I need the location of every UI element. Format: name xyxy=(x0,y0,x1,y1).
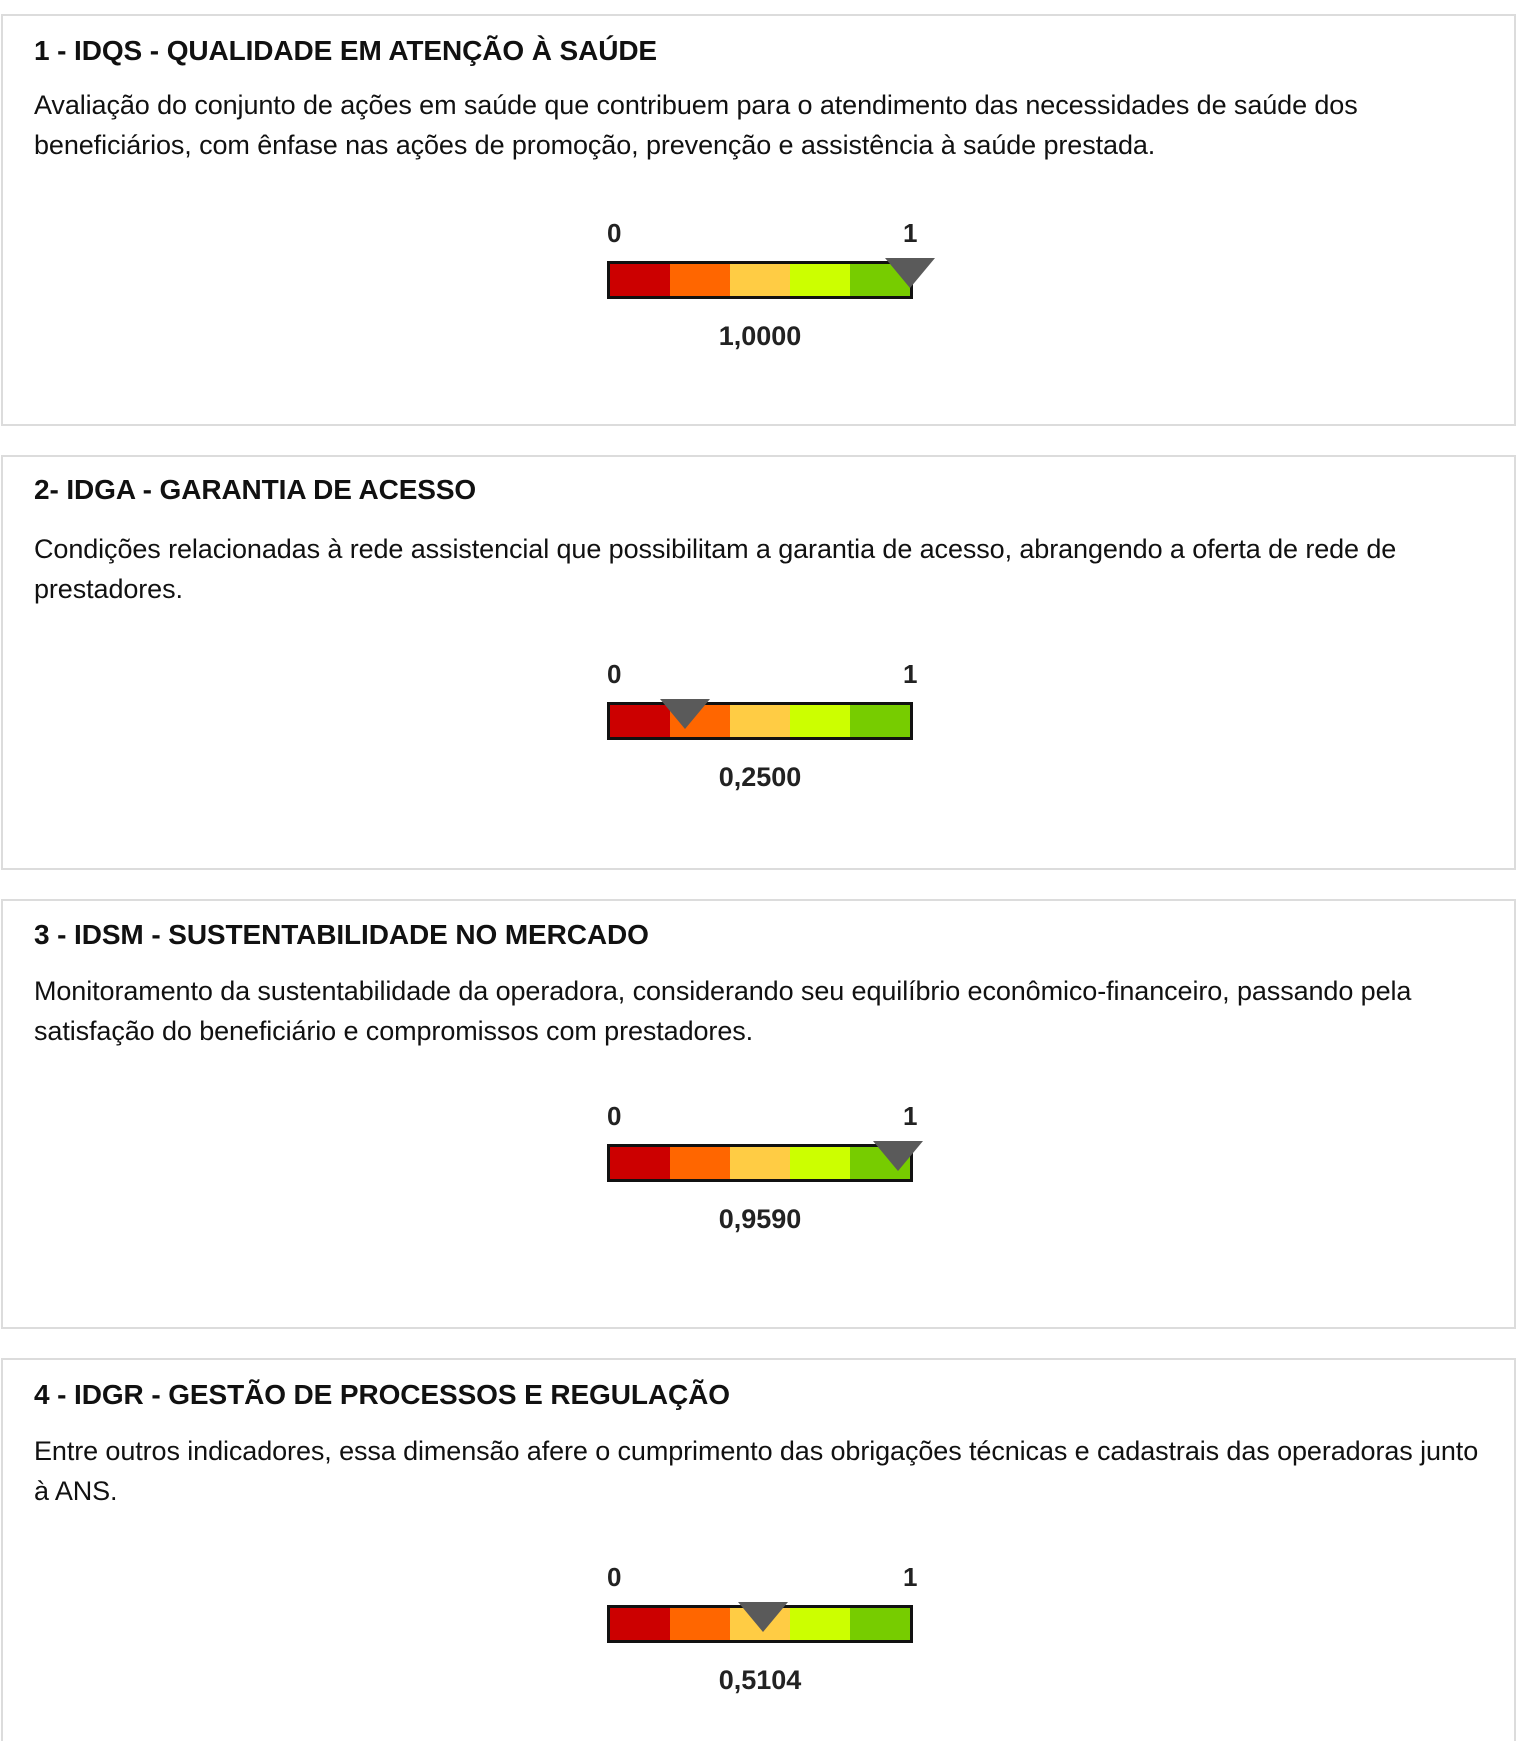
indicator-description: Entre outros indicadores, essa dimensão afere o cumprimento das obrigações técnicas e cadastrais das operadoras junto à ANS. xyxy=(34,1436,1479,1506)
gauge-min-label: 0 xyxy=(607,1562,622,1592)
gauge-segment-orange xyxy=(670,264,730,296)
indicator-gauge xyxy=(607,218,919,368)
indicator-description: Condições relacionadas à rede assistencial que possibilitam a garantia de acesso, abrangendo a oferta de rede de prestadores. xyxy=(34,534,1397,604)
gauge-min-label: 0 xyxy=(607,659,622,689)
indicator-card-idgr xyxy=(1,1358,1516,1741)
gauge-pointer-icon xyxy=(738,1602,788,1632)
gauge-segment-yellow xyxy=(730,264,790,296)
indicator-title: 1 - IDQS - QUALIDADE EM ATENÇÃO À SAÚDE xyxy=(34,35,658,66)
gauge-segment-red xyxy=(610,1147,670,1179)
gauge-segment-orange xyxy=(670,1147,730,1179)
indicator-description: Avaliação do conjunto de ações em saúde que contribuem para o atendimento das necessidades de saúde dos beneficiários, com ênfase nas ações de promoção, prevenção e assistência à saúde prestada. xyxy=(34,90,1358,160)
gauge-segment-lime xyxy=(790,705,850,737)
indicator-title: 3 - IDSM - SUSTENTABILIDADE NO MERCADO xyxy=(34,919,649,950)
gauge-max-label: 1 xyxy=(903,1101,918,1131)
gauge-color-bar xyxy=(607,702,913,740)
gauge-segment-red xyxy=(610,264,670,296)
gauge-segment-yellow xyxy=(730,1147,790,1179)
indicator-gauge xyxy=(607,1562,919,1712)
gauge-min-label: 0 xyxy=(607,218,622,248)
gauge-pointer-icon xyxy=(660,699,710,729)
indicator-gauge xyxy=(607,1101,919,1251)
gauge-segment-green xyxy=(850,1608,910,1640)
gauge-segment-yellow xyxy=(730,705,790,737)
indicator-title: 2- IDGA - GARANTIA DE ACESSO xyxy=(34,474,477,505)
gauge-segment-lime xyxy=(790,1608,850,1640)
indicator-card-idga xyxy=(1,455,1516,870)
gauge-segment-red xyxy=(610,1608,670,1640)
gauge-max-label: 1 xyxy=(903,218,918,248)
gauge-color-bar xyxy=(607,261,913,299)
indicator-card-idqs xyxy=(1,14,1516,426)
gauge-pointer-icon xyxy=(873,1141,923,1171)
gauge-segment-green xyxy=(850,705,910,737)
indicator-card-idsm xyxy=(1,899,1516,1329)
gauge-max-label: 1 xyxy=(903,659,918,689)
gauge-value: 0,9590 xyxy=(718,1204,802,1234)
indicator-title: 4 - IDGR - GESTÃO DE PROCESSOS E REGULAÇÃO xyxy=(34,1379,730,1410)
gauge-segment-orange xyxy=(670,1608,730,1640)
gauge-color-bar xyxy=(607,1144,913,1182)
gauge-min-label: 0 xyxy=(607,1101,622,1131)
gauge-value: 0,5104 xyxy=(718,1665,802,1695)
gauge-value: 1,0000 xyxy=(718,321,802,351)
gauge-segment-lime xyxy=(790,264,850,296)
indicator-description: Monitoramento da sustentabilidade da operadora, considerando seu equilíbrio econômico-financeiro, passando pela satisfação do beneficiário e compromissos com prestadores. xyxy=(34,976,1412,1046)
gauge-segment-lime xyxy=(790,1147,850,1179)
gauge-value: 0,2500 xyxy=(718,762,802,792)
indicator-gauge xyxy=(607,659,919,809)
gauge-pointer-icon xyxy=(885,258,935,288)
gauge-max-label: 1 xyxy=(903,1562,918,1592)
